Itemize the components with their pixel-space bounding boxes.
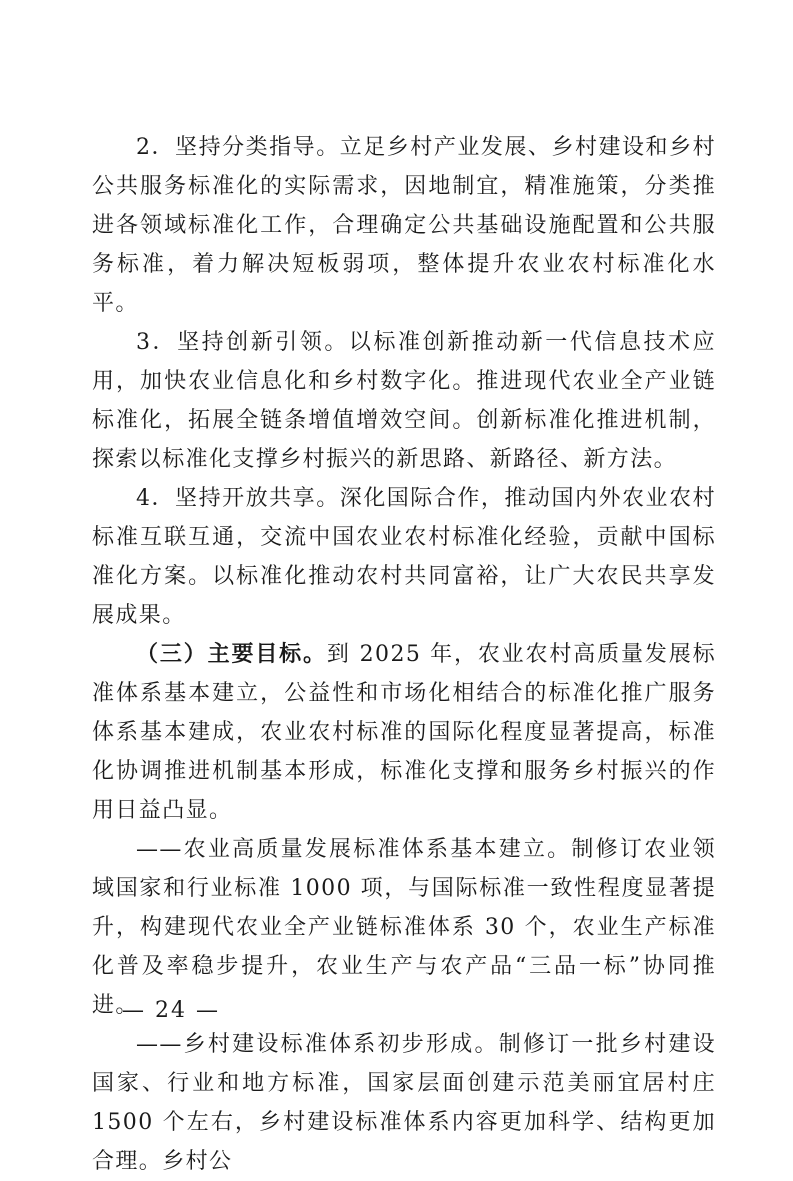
paragraph-goal-rural-construction <box>92 1025 716 1181</box>
section-heading: （三）主要目标。 <box>136 641 327 667</box>
paragraph-text: 2．坚持分类指导。立足乡村产业发展、乡村建设和乡村公共服务标准化的实际需求，因地制宜，精准施策，分类推进各领域标准化工作，合理确定公共基础设施配置和公共服务标准，着力解决短板弱项，整体提升农业农村标准化水平。 <box>92 135 716 316</box>
paragraph-text: ——乡村建设标准体系初步形成。制修订一批乡村建设国家、行业和地方标准，国家层面创建示范美丽宜居村庄 1500 个左右，乡村建设标准体系内容更加科学、结构更加合理。乡村公 <box>92 1032 716 1174</box>
paragraph-main-goals <box>92 635 716 830</box>
paragraph-text: 到 2025 年，农业农村高质量发展标准体系基本建立，公益性和市场化相结合的标准化推广服务体系基本建成，农业农村标准的国际化程度显著提高，标准化协调推进机制基本形成，标准化支撑和服务乡村振兴的作用日益凸显。 <box>92 642 717 823</box>
paragraph-principle-3 <box>92 323 716 479</box>
paragraph-principle-2 <box>92 128 716 323</box>
paragraph-text: ——农业高质量发展标准体系基本建立。制修订农业领域国家和行业标准 1000 项，与国际标准一致性程度显著提升，构建现代农业全产业链标准体系 30 个，农业生产标准化普及率稳步提升，农业生产与农产品“三品一标”协同推进。 <box>92 837 716 1018</box>
paragraph-text: 3．坚持创新引领。以标准创新推动新一代信息技术应用，加快农业信息化和乡村数字化。推进现代农业全产业链标准化，拓展全链条增值增效空间。创新标准化推进机制，探索以标准化支撑乡村振兴的新思路、新路径、新方法。 <box>92 330 716 472</box>
paragraph-principle-4 <box>92 479 716 635</box>
paragraph-text: 4．坚持开放共享。深化国际合作，推动国内外农业农村标准互联互通，交流中国农业农村标准化经验，贡献中国标准化方案。以标准化推动农村共同富裕，让广大农民共享发展成果。 <box>92 486 716 628</box>
page-number: — 24 — <box>122 998 220 1023</box>
